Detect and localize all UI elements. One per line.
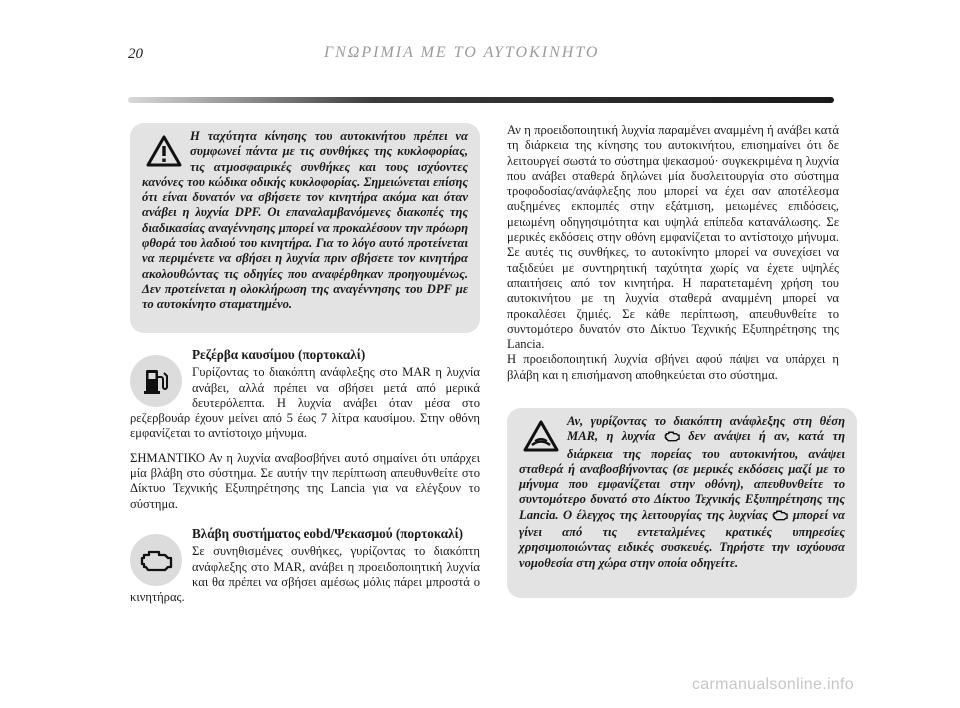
eobd-warning-text-2: δεν ανάψει ή αν, κατά τη διάρκεια της πορείας του αυτοκινήτου, ανάψει σταθερά ή αναβοσβήνοντας (σε μερικές εκδόσεις μαζί με το μήνυμα που εμφανίζεται στην οθόνη), απευθυνθείτε το συντομότερο δυνατό στο Δίκτυο Τεχνικής Εξυπηρέτησης της Lancia. Ο έλεγχος της λειτουργίας της λυχνίας: [519, 429, 845, 522]
speed-warning-box: [130, 123, 480, 333]
eobd-continued-paragraph: Αν η προειδοποιητική λυχνία παραμένει αναμμένη ή ανάβει κατά τη διάρκεια της κίνησης του αυτοκινήτου, επισημαίνει ότι δε λειτουργεί σωστά το σύστημα ψεκασμού· συγκεκριμένα η λυχνία που ανάβει σταθερά δηλώνει μία δυσλειτουργία στο σύστημα τροφοδοσίας/ανάφλεξης που μπορεί να έχει σαν αποτέλεσμα αυξημένες εκπομπές στην εξάτμιση, μειωμένες επιδόσεις, μειωμένη οδηγησιμότητα και υψηλά επίπεδα κατανάλωσης. Σε μερικές εκδόσεις στην οθόνη εμφανίζεται το αντίστοιχο μήνυμα. Σε αυτές τις συνθήκες, το αυτοκίνητο μπορεί να συνεχίσει να ταξιδεύει με συντηρητική ταχύτητα χωρίς να έχετε υψηλές απαιτήσεις από τον κινητήρα. Η παρατεταμένη χρήση του αυτοκινήτου με τη λυχνία σταθερά αναμμένη μπορεί να προκαλέσει ζημιές. Σε κάθε περίπτωση, απευθυνθείτε το συντομότερο δυνατόν στο Δίκτυο Τεχνικής Εξυπηρέτησης της Lancia.: [507, 123, 839, 352]
fuel-reserve-body: Γυρίζοντας το διακόπτη ανάφλεξης στο MAR η λυχνία ανάβει, αλλά πρέπει να σβήσει μετά από μερικά δευτερόλεπτα. Η λυχνία ανάβει όταν μέσα στο ρεζερβουάρ έχουν μείνει από 5 έως 7 λίτρα καυσίμου. Στην οθόνη εμφανίζεται το αντίστοιχο μήνυμα.: [130, 365, 480, 441]
engine-icon: [664, 430, 680, 446]
fuel-reserve-section: [130, 347, 480, 512]
right-column: [507, 123, 839, 383]
eobd-reset-paragraph: Η προειδοποιητική λυχνία σβήνει αφού πάψει να υπάρχει η βλάβη και η επισήμανση αποθηκεύεται στο σύστημα.: [507, 352, 839, 382]
left-column: [130, 123, 480, 605]
eobd-section: [130, 526, 480, 605]
engine-icon: [130, 534, 182, 586]
speed-warning-text: Η ταχύτητα κίνησης του αυτοκινήτου πρέπει να συμφωνεί πάντα με τις συνθήκες της κυκλοφορίας, τις ατμοσφαιρικές συνθήκες και τους ισχύοντες κανόνες του κώδικα οδικής κυκλοφορίας. Σημειώνεται επίσης ότι είναι δυνατόν να σβήσετε τον κινητήρα ακόμα και όταν ανάβει η λυχνία DPF. Οι επαναλαμβανόμενες διακοπές της διαδικασίας αναγέννησης μπορεί να προκαλέσουν την πρόωρη φθορά του λαδιού του κινητήρα. Για το λόγο αυτό προτείνεται να περιμένετε να σβήσει η λυχνία πριν σβήσετε τον κινητήρα ακολουθώντας τις οδηγίες που αναφέρθηκαν προηγουμένως. Δεν προτείνεται η ολοκλήρωση της αναγέννησης του DPF με το αυτοκίνητο σταματημένο.: [142, 129, 468, 312]
warning-triangle-icon: [146, 135, 182, 171]
road-hazard-icon: [523, 420, 559, 456]
engine-icon: [772, 509, 788, 525]
fuel-pump-icon: [130, 355, 182, 407]
eobd-warning-text-1: Αν, γυρίζοντας το διακόπτη ανάφλεξης στη θέση MAR, η λυχνία: [567, 414, 845, 444]
running-title: ΓΝΩΡΙΜΙΑ ΜΕ ΤΟ ΑΥΤΟΚΙΝΗΤΟ: [324, 44, 600, 61]
eobd-title: Βλάβη συστήματος eobd/Ψεκασμού (πορτοκαλί): [192, 525, 464, 541]
fuel-reserve-title: Ρεζέρβα καυσίμου (πορτοκαλί): [192, 347, 366, 362]
eobd-body: Σε συνηθισμένες συνθήκες, γυρίζοντας το διακόπτη ανάφλεξης στο MAR, ανάβει η προειδοποιητική λυχνία και θα πρέπει να σβήσει αμέσως μόλις πάρει μπροστά ο κινητήρας.: [130, 544, 480, 605]
header-rule: [128, 97, 834, 103]
fuel-reserve-note: ΣΗΜΑΝΤΙΚΟ Αν η λυχνία αναβοσβήνει αυτό σημαίνει ότι υπάρχει μία βλάβη στο σύστημα. Σε αυτήν την περίπτωση απευθυνθείτε στο Δίκτυο Τεχνικής Εξυπηρέτησης της Lancia για να ελέγξουν το σύστημα.: [130, 450, 480, 511]
eobd-warning-box: [507, 408, 857, 598]
watermark: carmanualsonline.info: [692, 676, 854, 693]
page-number: 20: [128, 46, 143, 62]
eobd-warning-text-3: μπορεί να γίνει από τις εντεταλμένες κρατικές υπηρεσίες χρησιμοποιώντας ειδικές συσκευές. Τηρήστε την ισχύουσα νομοθεσία στη χώρα στην οποία οδηγείτε.: [519, 507, 846, 570]
